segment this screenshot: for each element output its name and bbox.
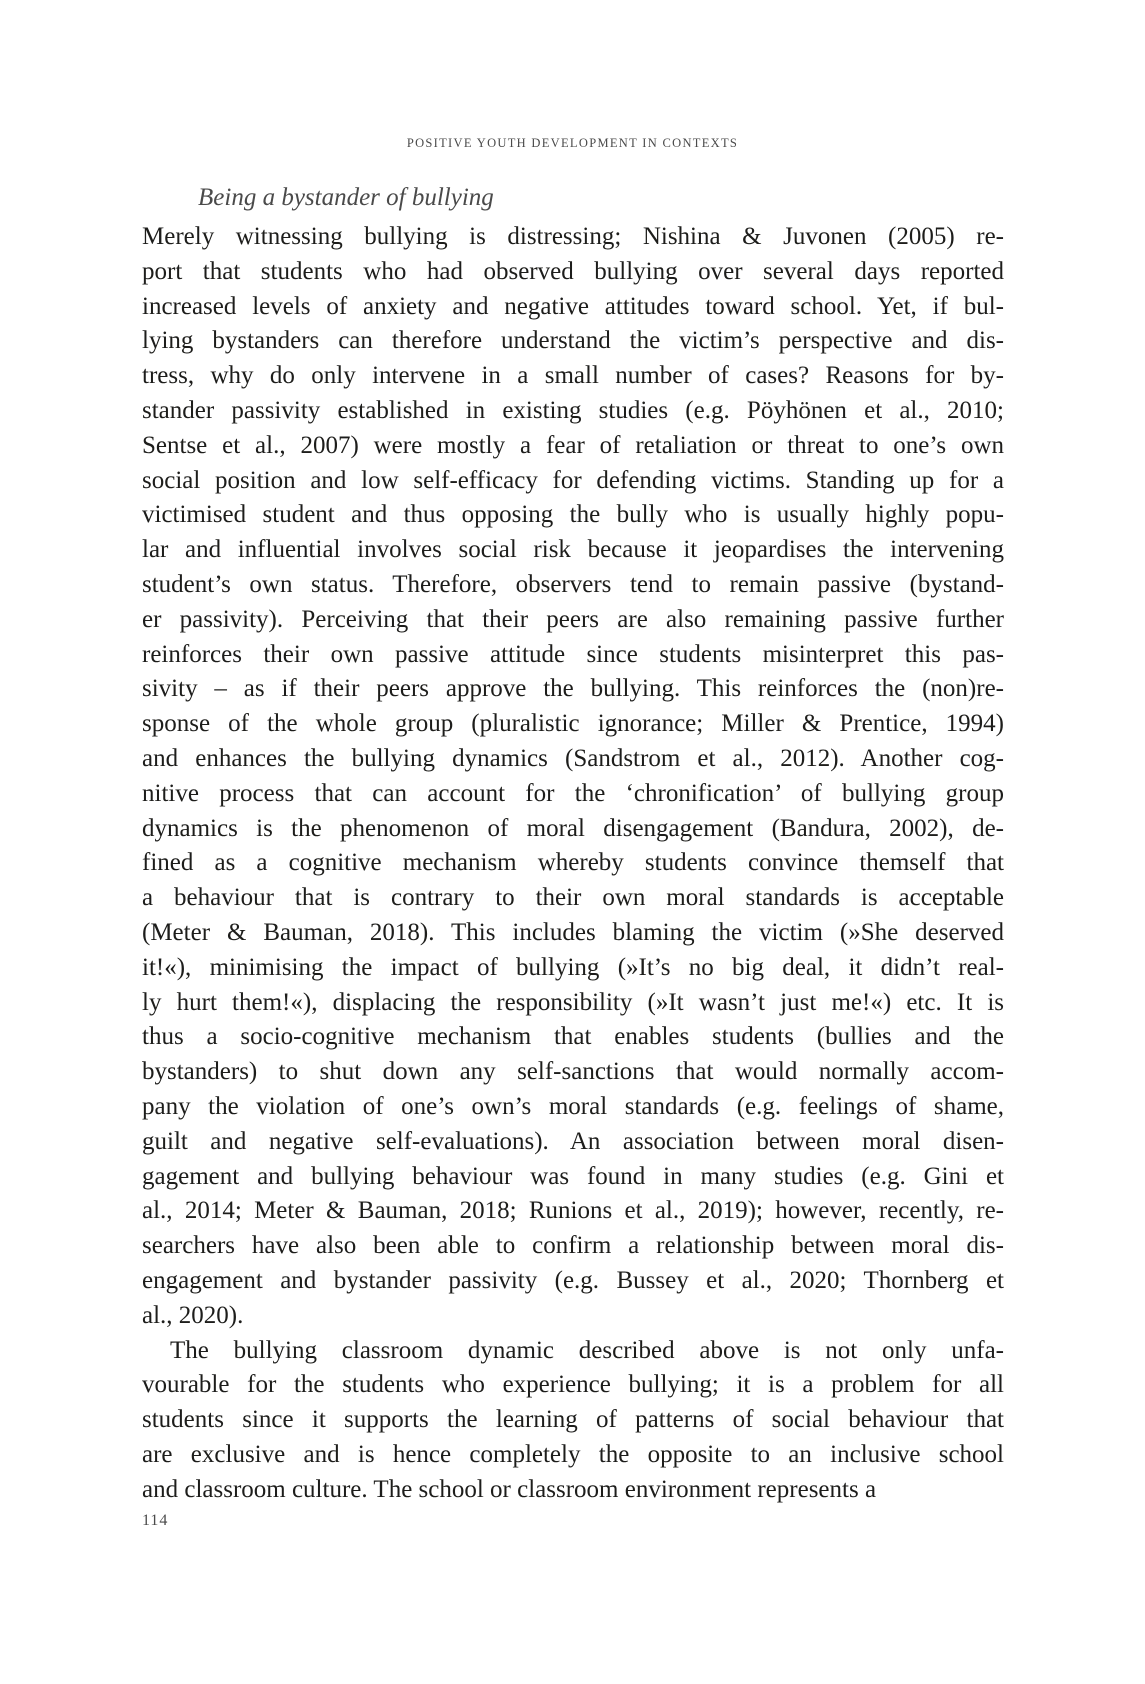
text-line: tress, why do only intervene in a small number of cases? Reasons for by- bbox=[142, 362, 1004, 390]
text-line: reinforces their own passive attitude since students misinterpret this pas- bbox=[142, 640, 1004, 668]
text-line: pany the violation of one’s own’s moral standards (e.g. feelings of shame, bbox=[142, 1092, 1004, 1120]
text-line: lying bystanders can therefore understand the victim’s perspective and dis- bbox=[142, 327, 1004, 355]
text-line: increased levels of anxiety and negative attitudes toward school. Yet, if bul- bbox=[142, 292, 1004, 320]
text-line: ly hurt them!«), displacing the responsibility (»It wasn’t just me!«) etc. It is bbox=[142, 988, 1004, 1016]
text-line: are exclusive and is hence completely the opposite to an inclusive school bbox=[142, 1440, 1004, 1468]
text-line: sivity – as if their peers approve the bullying. This reinforces the (non)re- bbox=[142, 675, 1004, 703]
text-line: er passivity). Perceiving that their peers are also remaining passive further bbox=[142, 605, 1004, 633]
paragraph-1 bbox=[142, 220, 1004, 1334]
page-number: 114 bbox=[142, 1512, 169, 1529]
text-line: al., 2020). bbox=[142, 1301, 244, 1329]
text-line: a behaviour that is contrary to their own moral standards is acceptable bbox=[142, 884, 1004, 912]
text-line: it!«), minimising the impact of bullying (»It’s no big deal, it didn’t real- bbox=[142, 953, 1004, 981]
text-line: stander passivity established in existing studies (e.g. Pöyhönen et al., 2010; bbox=[142, 396, 1004, 424]
text-line: victimised student and thus opposing the bully who is usually highly popu- bbox=[142, 501, 1004, 529]
text-line: guilt and negative self-evaluations). An association between moral disen- bbox=[142, 1127, 1004, 1155]
text-line: nitive process that can account for the ‘chronification’ of bullying group bbox=[142, 779, 1004, 807]
text-line: dynamics is the phenomenon of moral disengagement (Bandura, 2002), de- bbox=[142, 814, 1004, 842]
text-line: social position and low self-efficacy for defending victims. Standing up for a bbox=[142, 466, 1004, 494]
text-line: (Meter & Bauman, 2018). This includes blaming the victim (»She deserved bbox=[142, 918, 1004, 946]
text-line: al., 2014; Meter & Bauman, 2018; Runions et al., 2019); however, recently, re- bbox=[142, 1197, 1004, 1225]
text-line: Sentse et al., 2007) were mostly a fear of retaliation or threat to one’s own bbox=[142, 431, 1004, 459]
text-line: bystanders) to shut down any self-sanctions that would normally accom- bbox=[142, 1058, 1004, 1086]
text-line: thus a socio-cognitive mechanism that enables students (bullies and the bbox=[142, 1023, 1004, 1051]
text-line: sponse of the whole group (pluralistic ignorance; Miller & Prentice, 1994) bbox=[142, 710, 1004, 738]
text-line: port that students who had observed bullying over several days reported bbox=[142, 257, 1004, 285]
main-text bbox=[142, 180, 1004, 1507]
text-line: students since it supports the learning of patterns of social behaviour that bbox=[142, 1406, 1004, 1434]
text-line: and enhances the bullying dynamics (Sandstrom et al., 2012). Another cog- bbox=[142, 744, 1004, 772]
text-line: lar and influential involves social risk because it jeopardises the intervening bbox=[142, 536, 1004, 564]
text-line: and classroom culture. The school or classroom environment represents a bbox=[142, 1475, 877, 1503]
text-line: engagement and bystander passivity (e.g. Bussey et al., 2020; Thornberg et bbox=[142, 1266, 1004, 1294]
text-line: The bullying classroom dynamic described above is not only unfa- bbox=[170, 1336, 1004, 1364]
text-line: searchers have also been able to confirm a relationship between moral dis- bbox=[142, 1232, 1004, 1260]
text-line: gagement and bullying behaviour was found in many studies (e.g. Gini et bbox=[142, 1162, 1004, 1190]
text-line: fined as a cognitive mechanism whereby students convince themself that bbox=[142, 849, 1004, 877]
running-head: POSITIVE YOUTH DEVELOPMENT IN CONTEXTS bbox=[406, 136, 739, 150]
text-line: student’s own status. Therefore, observers tend to remain passive (bystand- bbox=[142, 570, 1004, 598]
section-heading: Being a bystander of bullying bbox=[198, 184, 494, 211]
paragraph-2 bbox=[142, 1334, 1004, 1508]
text-line: Merely witnessing bullying is distressing; Nishina & Juvonen (2005) re- bbox=[142, 223, 1004, 250]
text-line: vourable for the students who experience bullying; it is a problem for all bbox=[142, 1371, 1004, 1399]
